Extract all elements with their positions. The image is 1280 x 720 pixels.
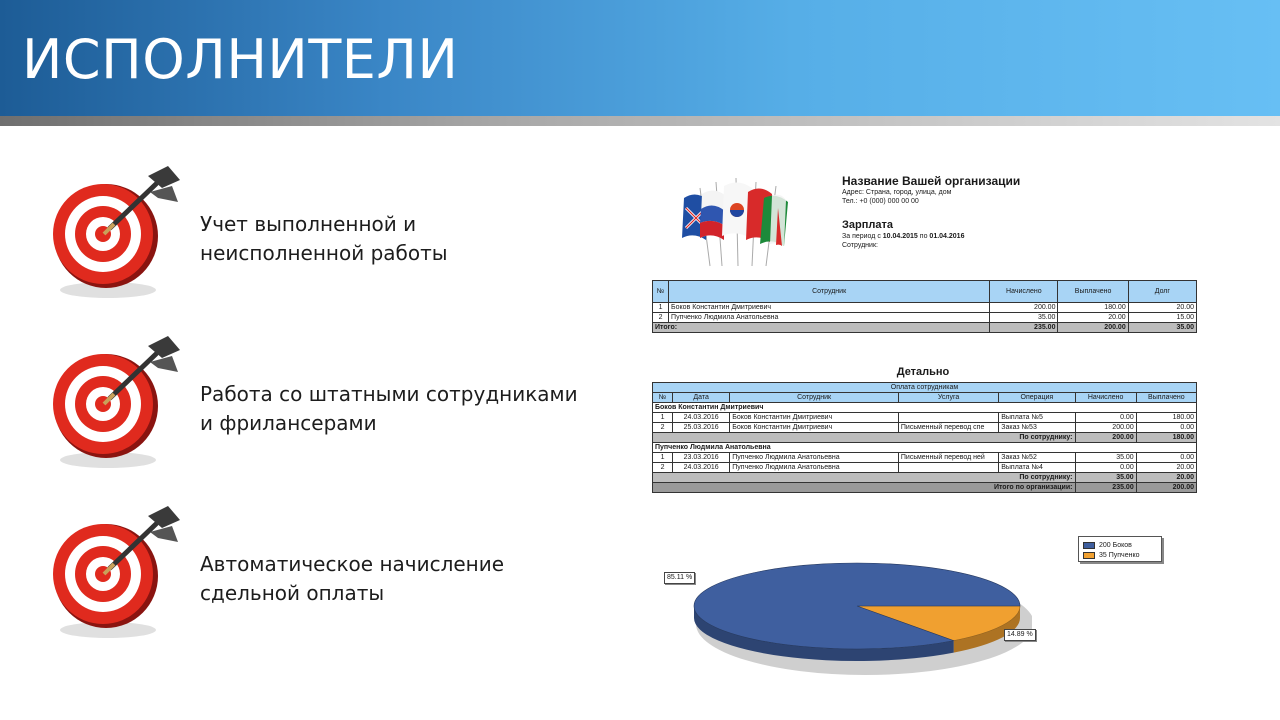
subtotal-row: По сотруднику: 35.00 20.00 — [653, 473, 1197, 483]
page-title: ИСПОЛНИТЕЛИ — [22, 28, 459, 91]
legend-entry — [1083, 540, 1157, 550]
org-header — [842, 174, 1192, 250]
header-divider — [0, 116, 1280, 126]
title-banner — [0, 0, 1280, 116]
table-row: 1 24.03.2016 Боков Константин Дмитриевич Выплата №5 0.00 180.00 — [653, 413, 1197, 423]
detail-caption: Оплата сотрудникам — [653, 383, 1197, 393]
org-name: Название Вашей организации — [842, 174, 1021, 188]
table-row: 2 24.03.2016 Пупченко Людмила Анатольевна Выплата №4 0.00 20.00 — [653, 463, 1197, 473]
feature-item — [40, 332, 640, 482]
org-total-row: Итого по организации: 235.00 200.00 — [653, 483, 1197, 493]
target-dart-icon — [40, 502, 190, 647]
table-row: 1 23.03.2016 Пупченко Людмила Анатольевна Письменный перевод ней Заказ №52 35.00 0.00 — [653, 453, 1197, 463]
column-header: Сотрудник — [669, 281, 990, 303]
feature-item — [40, 502, 640, 652]
group-row: Пупченко Людмила Анатольевна — [653, 443, 1197, 453]
legend-label: 35 Пупченко — [1099, 551, 1140, 559]
flags-logo — [680, 168, 796, 268]
feature-text: Работа со штатными сотрудниками и фрилансерами — [200, 382, 578, 435]
org-address: Адрес: Страна, город, улица, дом — [842, 189, 952, 196]
feature-text: Автоматическое начисление сдельной оплаты — [200, 552, 505, 605]
table-row: 2 25.03.2016 Боков Константин Дмитриевич Письменный перевод спе Заказ №53 200.00 0.00 — [653, 423, 1197, 433]
slice-label: 85.11 % — [664, 572, 695, 584]
legend-entry — [1083, 550, 1157, 560]
feature-item — [40, 162, 640, 312]
column-header: Долг — [1128, 281, 1196, 303]
column-header: Начислено — [990, 281, 1058, 303]
summary-table — [652, 280, 1197, 333]
column-header: Выплачено — [1136, 393, 1196, 403]
subtotal-row: По сотруднику: 200.00 180.00 — [653, 433, 1197, 443]
column-header: Операция — [999, 393, 1075, 403]
column-header: № — [653, 281, 669, 303]
target-dart-icon — [40, 332, 190, 477]
table-row: 2 Пупченко Людмила Анатольевна 35.00 20.00 15.00 — [653, 313, 1197, 323]
pie-chart — [652, 528, 1192, 688]
column-header: № — [653, 393, 673, 403]
column-header: Сотрудник — [730, 393, 899, 403]
pie-chart-svg — [652, 528, 1032, 688]
detail-title: Детально — [896, 366, 950, 378]
legend-label: 200 Боков — [1099, 541, 1132, 549]
report-title: Зарплата — [842, 219, 893, 231]
column-header: Дата — [673, 393, 730, 403]
slice-label: 14.89 % — [1004, 629, 1036, 641]
report-period: За период с 10.04.2015 по 01.04.2016 — [842, 233, 965, 240]
column-header: Начислено — [1075, 393, 1136, 403]
legend-swatch — [1083, 542, 1095, 549]
total-row: Итого: 235.00 200.00 35.00 — [653, 323, 1197, 333]
detail-table — [652, 382, 1197, 493]
chart-legend — [1078, 536, 1162, 562]
table-row: 1 Боков Константин Дмитриевич 200.00 180.00 20.00 — [653, 303, 1197, 313]
feature-text: Учет выполненной и неисполненной работы — [200, 212, 448, 265]
legend-swatch — [1083, 552, 1095, 559]
employee-label: Сотрудник: — [842, 242, 878, 249]
column-header: Услуга — [898, 393, 998, 403]
org-phone: Тел.: +0 (000) 000 00 00 — [842, 198, 919, 205]
group-row: Боков Константин Дмитриевич — [653, 403, 1197, 413]
column-header: Выплачено — [1058, 281, 1128, 303]
target-dart-icon — [40, 162, 190, 307]
